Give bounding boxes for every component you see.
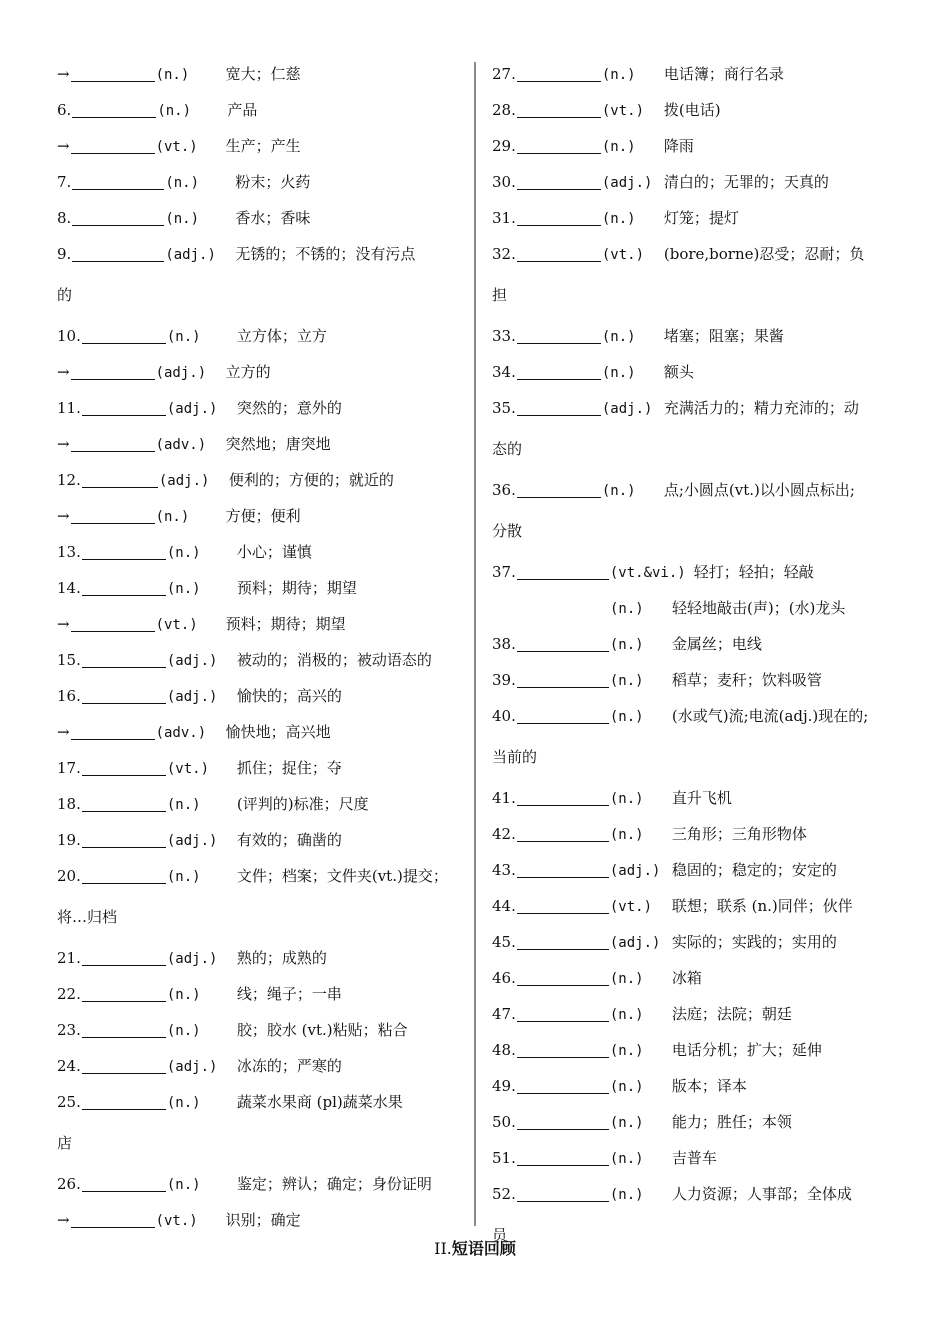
part-of-speech: (n.) <box>601 139 636 155</box>
vocab-entry <box>492 626 902 662</box>
answer-blank[interactable] <box>82 541 166 560</box>
answer-blank[interactable] <box>517 1111 609 1130</box>
entry-number: → <box>57 615 70 633</box>
part-of-speech: (n.) <box>155 67 190 83</box>
definition: 降雨 <box>663 137 694 155</box>
answer-blank[interactable] <box>517 1003 609 1022</box>
definition: 识别；确定 <box>225 1211 301 1229</box>
definition: 鉴定；辨认；确定；身份证明 <box>236 1175 432 1193</box>
entry-number: 24. <box>57 1057 81 1075</box>
answer-blank[interactable] <box>517 967 609 986</box>
vocab-entry <box>492 816 902 852</box>
part-of-speech: (vt.) <box>609 899 653 915</box>
entry-number: 37. <box>492 563 516 581</box>
part-of-speech: (n.) <box>609 673 644 689</box>
definition: 便利的；方便的；就近的 <box>228 471 394 489</box>
answer-blank[interactable] <box>517 135 601 154</box>
definition-continuation: 的 <box>57 286 73 304</box>
vocab-entry <box>57 786 462 822</box>
vocab-entry <box>57 1084 462 1125</box>
answer-blank[interactable] <box>517 99 601 118</box>
part-of-speech: (n.) <box>165 211 200 227</box>
answer-blank[interactable] <box>72 207 164 226</box>
definition: 金属丝；电线 <box>671 635 762 653</box>
part-of-speech: (vt.) <box>155 617 198 633</box>
vocab-entry <box>57 200 462 236</box>
part-of-speech: (vt.) <box>601 247 645 263</box>
part-of-speech: (n.) <box>166 987 201 1003</box>
part-of-speech: (adj.) <box>155 365 207 381</box>
vocab-entry <box>57 354 462 390</box>
entry-number: 7. <box>57 173 72 191</box>
definition: 充满活力的；精力充沛的；动 <box>663 399 859 417</box>
part-of-speech: (adj.) <box>165 247 216 263</box>
answer-blank[interactable] <box>82 1173 166 1192</box>
part-of-speech: (adv.) <box>155 725 207 741</box>
part-of-speech: (n.) <box>609 827 644 843</box>
entry-number: 39. <box>492 671 516 689</box>
answer-blank[interactable] <box>517 561 609 580</box>
part-of-speech: (n.) <box>609 1007 644 1023</box>
entry-number: 51. <box>492 1149 516 1167</box>
definition: 无锈的；不锈的；没有污点 <box>235 245 416 263</box>
answer-blank[interactable] <box>72 243 164 262</box>
answer-blank[interactable] <box>71 433 155 452</box>
entry-number: 31. <box>492 209 516 227</box>
vocab-entry <box>492 888 902 924</box>
part-of-speech: (n.) <box>166 329 201 345</box>
definition: 联想；联系 (n.)同伴；伙伴 <box>671 897 853 915</box>
vocab-entry <box>57 642 462 678</box>
vocab-entry <box>57 92 462 128</box>
part-of-speech: (n.) <box>601 365 636 381</box>
part-of-speech: (adj.) <box>601 175 653 191</box>
part-of-speech: (vt.) <box>155 139 198 155</box>
part-of-speech: (vt.) <box>155 1213 198 1229</box>
definition: 灯笼；提灯 <box>663 209 739 227</box>
definition: 电话分机；扩大；延伸 <box>671 1041 822 1059</box>
answer-blank[interactable] <box>82 649 166 668</box>
vocab-entry <box>57 750 462 786</box>
definition: 轻打；轻拍；轻敲 <box>693 563 814 581</box>
part-of-speech: (n.) <box>166 581 201 597</box>
definition: 直升飞机 <box>671 789 732 807</box>
part-of-speech: (n.) <box>157 103 192 119</box>
entry-number: → <box>57 65 70 83</box>
definition-continuation: 分散 <box>492 522 523 540</box>
entry-number: 12. <box>57 471 81 489</box>
vocab-entry <box>492 1140 902 1176</box>
vocab-entry <box>492 128 902 164</box>
vocab-entry <box>57 1012 462 1048</box>
vocab-entry <box>492 390 902 431</box>
answer-blank[interactable] <box>71 1209 155 1228</box>
entry-number: 25. <box>57 1093 81 1111</box>
definition: 三角形；三角形物体 <box>671 825 807 843</box>
definition: 突然的；意外的 <box>236 399 342 417</box>
part-of-speech: (n.) <box>601 67 636 83</box>
vocab-entry <box>492 780 902 816</box>
entry-number: → <box>57 137 70 155</box>
part-of-speech: (n.) <box>609 971 644 987</box>
definition: 愉快地；高兴地 <box>225 723 331 741</box>
vocab-entry <box>57 976 462 1012</box>
entry-number: 17. <box>57 759 81 777</box>
vocab-entry <box>57 318 462 354</box>
vocab-entry <box>57 714 462 750</box>
part-of-speech: (n.) <box>609 637 644 653</box>
answer-blank[interactable] <box>71 135 155 154</box>
part-of-speech: (adj.) <box>166 689 218 705</box>
entry-number: 27. <box>492 65 516 83</box>
definition: 粉末；火药 <box>235 173 311 191</box>
answer-blank[interactable] <box>82 983 166 1002</box>
answer-blank[interactable] <box>517 705 609 724</box>
vocab-entry <box>57 462 462 498</box>
entry-number: 38. <box>492 635 516 653</box>
definition: 小心；谨慎 <box>236 543 312 561</box>
definition: 立方的 <box>225 363 271 381</box>
part-of-speech: (vt.&vi.) <box>609 565 686 581</box>
vocab-entry <box>492 590 902 626</box>
entry-number: → <box>57 435 70 453</box>
vocab-entry <box>57 236 462 277</box>
answer-blank[interactable] <box>82 757 166 776</box>
definition: 清白的；无罪的；天真的 <box>663 173 829 191</box>
vocab-entry <box>492 960 902 996</box>
part-of-speech: (adj.) <box>166 833 218 849</box>
answer-blank[interactable] <box>517 63 601 82</box>
vocab-entry <box>492 554 902 590</box>
continuation-line <box>57 277 462 318</box>
entry-number: 34. <box>492 363 516 381</box>
answer-blank[interactable] <box>517 171 601 190</box>
vocab-entry <box>492 236 902 277</box>
part-of-speech: (n.) <box>601 211 636 227</box>
vocab-entry <box>492 662 902 698</box>
part-of-speech: (n.) <box>601 483 636 499</box>
definition: 蔬菜水果商 (pl)蔬菜水果 <box>236 1093 403 1111</box>
answer-blank[interactable] <box>517 823 609 842</box>
definition: 电话簿；商行名录 <box>663 65 784 83</box>
right-column <box>492 56 902 1258</box>
answer-blank[interactable] <box>82 1055 166 1074</box>
continuation-line <box>492 513 902 554</box>
answer-blank[interactable] <box>517 859 609 878</box>
definition: 法庭；法院；朝廷 <box>671 1005 792 1023</box>
vocab-entry <box>57 1048 462 1084</box>
part-of-speech: (n.) <box>166 545 201 561</box>
part-of-speech: (adv.) <box>155 437 207 453</box>
vocab-entry <box>492 1068 902 1104</box>
entry-number: 6. <box>57 101 72 119</box>
entry-number: 33. <box>492 327 516 345</box>
continuation-line <box>492 431 902 472</box>
part-of-speech: (adj.) <box>166 951 218 967</box>
part-of-speech: (n.) <box>609 1187 644 1203</box>
part-of-speech: (n.) <box>166 1095 201 1111</box>
definition: 香水；香味 <box>235 209 311 227</box>
answer-blank[interactable] <box>517 633 609 652</box>
vocab-entry <box>492 1176 902 1217</box>
part-of-speech: (adj.) <box>166 1059 218 1075</box>
answer-blank[interactable] <box>517 207 601 226</box>
vocab-entry <box>57 606 462 642</box>
column-divider <box>474 62 476 1226</box>
answer-blank[interactable] <box>517 669 609 688</box>
entry-number: 41. <box>492 789 516 807</box>
definition: (水或气)流;电流(adj.)现在的; <box>671 707 869 725</box>
entry-number: 19. <box>57 831 81 849</box>
entry-number: 40. <box>492 707 516 725</box>
answer-blank[interactable] <box>82 793 166 812</box>
definition: 冰冻的；严寒的 <box>236 1057 342 1075</box>
answer-blank[interactable] <box>517 1075 609 1094</box>
definition: 点;小圆点(vt.)以小圆点标出; <box>663 481 855 499</box>
definition: 轻轻地敲击(声)；(水)龙头 <box>672 599 846 617</box>
answer-blank[interactable] <box>82 397 166 416</box>
vocab-entry <box>492 318 902 354</box>
answer-blank[interactable] <box>517 479 601 498</box>
part-of-speech: (n.) <box>155 509 190 525</box>
answer-blank[interactable] <box>82 577 166 596</box>
entry-number: 9. <box>57 245 72 263</box>
definition-continuation: 将…归档 <box>57 908 118 926</box>
answer-blank[interactable] <box>82 1091 166 1110</box>
answer-blank[interactable] <box>517 397 601 416</box>
entry-number: 49. <box>492 1077 516 1095</box>
part-of-speech: (n.) <box>609 1043 644 1059</box>
definition: 被动的；消极的；被动语态的 <box>236 651 432 669</box>
entry-number: 30. <box>492 173 516 191</box>
part-of-speech: (n.) <box>166 869 201 885</box>
vocab-entry <box>57 1202 462 1238</box>
definition: 预料；期待；期望 <box>236 579 357 597</box>
definition-continuation: 担 <box>492 286 508 304</box>
definition: 抓住；捉住；夺 <box>236 759 342 777</box>
answer-blank[interactable] <box>71 505 155 524</box>
definition: 预料；期待；期望 <box>225 615 346 633</box>
vocab-entry <box>57 678 462 714</box>
entry-number: 43. <box>492 861 516 879</box>
answer-blank[interactable] <box>517 325 601 344</box>
entry-number: 11. <box>57 399 81 417</box>
entry-number: 52. <box>492 1185 516 1203</box>
part-of-speech: (n.) <box>609 791 644 807</box>
definition: 愉快的；高兴的 <box>236 687 342 705</box>
entry-number: 50. <box>492 1113 516 1131</box>
entry-number: 42. <box>492 825 516 843</box>
vocab-entry <box>492 56 902 92</box>
continuation-line <box>492 277 902 318</box>
entry-number: 28. <box>492 101 516 119</box>
entry-number: 8. <box>57 209 72 227</box>
answer-blank[interactable] <box>517 1147 609 1166</box>
definition: 线；绳子；一串 <box>236 985 342 1003</box>
answer-blank[interactable] <box>517 1039 609 1058</box>
answer-blank[interactable] <box>82 829 166 848</box>
vocab-entry <box>57 1166 462 1202</box>
definition: 能力；胜任；本领 <box>671 1113 792 1131</box>
definition: 吉普车 <box>671 1149 717 1167</box>
vocab-entry <box>492 1032 902 1068</box>
vocab-entry <box>57 164 462 200</box>
continuation-line <box>57 899 462 940</box>
answer-blank[interactable] <box>517 895 609 914</box>
part-of-speech: (n.) <box>609 709 644 725</box>
part-of-speech: (adj.) <box>158 473 210 489</box>
vocab-entry <box>57 426 462 462</box>
vocab-entry <box>492 996 902 1032</box>
entry-number: 22. <box>57 985 81 1003</box>
answer-blank[interactable] <box>71 613 155 632</box>
entry-number: 10. <box>57 327 81 345</box>
entry-number: 29. <box>492 137 516 155</box>
left-column <box>57 56 462 1238</box>
answer-blank[interactable] <box>517 361 601 380</box>
entry-number: 46. <box>492 969 516 987</box>
answer-blank[interactable] <box>71 721 155 740</box>
vocab-entry <box>492 200 902 236</box>
answer-blank[interactable] <box>72 171 164 190</box>
part-of-speech: (adj.) <box>166 401 218 417</box>
section-title: 短语回顾 <box>451 1239 516 1258</box>
entry-number: 20. <box>57 867 81 885</box>
entry-number: 45. <box>492 933 516 951</box>
definition: 堵塞；阻塞；果酱 <box>663 327 784 345</box>
vocab-entry <box>57 822 462 858</box>
entry-number: 47. <box>492 1005 516 1023</box>
definition: 胶；胶水 (vt.)粘贴；粘合 <box>236 1021 408 1039</box>
entry-number: 32. <box>492 245 516 263</box>
definition: 产品 <box>227 101 258 119</box>
part-of-speech: (vt.) <box>166 761 210 777</box>
section-heading <box>0 1236 950 1259</box>
entry-number: 15. <box>57 651 81 669</box>
entry-number: 48. <box>492 1041 516 1059</box>
vocab-entry <box>57 570 462 606</box>
answer-blank[interactable] <box>517 243 601 262</box>
answer-blank[interactable] <box>71 361 155 380</box>
answer-blank[interactable] <box>82 865 166 884</box>
answer-blank[interactable] <box>72 99 156 118</box>
definition: 拨(电话) <box>663 101 721 119</box>
definition: 突然地；唐突地 <box>225 435 331 453</box>
definition: (bore,borne)忍受；忍耐；负 <box>663 245 865 263</box>
entry-number: → <box>57 723 70 741</box>
part-of-speech: (n.) <box>166 797 201 813</box>
definition: 冰箱 <box>671 969 702 987</box>
definition: 稳固的；稳定的；安定的 <box>671 861 837 879</box>
definition: 实际的；实践的；实用的 <box>671 933 837 951</box>
vocab-entry <box>57 390 462 426</box>
answer-blank[interactable] <box>82 325 166 344</box>
part-of-speech: (n.) <box>610 601 644 617</box>
vocab-entry <box>57 940 462 976</box>
entry-number: 26. <box>57 1175 81 1193</box>
definition: 人力资源；人事部；全体成 <box>671 1185 852 1203</box>
definition-continuation: 当前的 <box>492 748 538 766</box>
answer-blank[interactable] <box>517 787 609 806</box>
entry-number: 35. <box>492 399 516 417</box>
answer-blank[interactable] <box>71 63 155 82</box>
entry-number: 23. <box>57 1021 81 1039</box>
entry-number: 44. <box>492 897 516 915</box>
vocab-entry <box>57 858 462 899</box>
definition: 立方体；立方 <box>236 327 327 345</box>
vocab-entry <box>57 128 462 164</box>
vocab-entry <box>492 164 902 200</box>
vocab-entry <box>492 698 902 739</box>
entry-number: → <box>57 1211 70 1229</box>
vocab-entry <box>492 472 902 513</box>
continuation-line <box>57 1125 462 1166</box>
definition-continuation: 员 <box>492 1226 508 1244</box>
part-of-speech: (adj.) <box>609 863 661 879</box>
answer-blank[interactable] <box>82 947 166 966</box>
answer-blank[interactable] <box>82 685 166 704</box>
entry-number: 16. <box>57 687 81 705</box>
vocab-entry <box>57 56 462 92</box>
answer-blank[interactable] <box>82 1019 166 1038</box>
part-of-speech: (adj.) <box>166 653 218 669</box>
vocab-entry <box>492 354 902 390</box>
definition: 生产；产生 <box>225 137 301 155</box>
entry-number: 36. <box>492 481 516 499</box>
part-of-speech: (n.) <box>166 1177 201 1193</box>
part-of-speech: (n.) <box>609 1079 644 1095</box>
vocab-entry <box>57 498 462 534</box>
vocab-entry <box>492 1104 902 1140</box>
answer-blank[interactable] <box>82 469 158 488</box>
definition: 宽大；仁慈 <box>225 65 301 83</box>
definition-continuation: 店 <box>57 1134 73 1152</box>
entry-number: → <box>57 363 70 381</box>
definition: (评判的)标准；尺度 <box>236 795 369 813</box>
definition: 有效的；确凿的 <box>236 831 342 849</box>
definition: 额头 <box>663 363 694 381</box>
vocab-entry <box>492 852 902 888</box>
definition: 版本；译本 <box>671 1077 747 1095</box>
entry-number: 13. <box>57 543 81 561</box>
definition: 方便；便利 <box>225 507 301 525</box>
part-of-speech: (n.) <box>601 329 636 345</box>
entry-number: 18. <box>57 795 81 813</box>
part-of-speech: (adj.) <box>601 401 653 417</box>
entry-number: 21. <box>57 949 81 967</box>
part-of-speech: (vt.) <box>601 103 645 119</box>
answer-blank[interactable] <box>517 931 609 950</box>
part-of-speech: (n.) <box>609 1115 644 1131</box>
definition: 文件；档案；文件夹(vt.)提交； <box>236 867 448 885</box>
vocab-entry <box>492 92 902 128</box>
entry-number: 14. <box>57 579 81 597</box>
definition: 熟的；成熟的 <box>236 949 327 967</box>
continuation-line <box>492 739 902 780</box>
vocab-entry <box>492 924 902 960</box>
part-of-speech: (n.) <box>609 1151 644 1167</box>
section-number: II. <box>434 1239 452 1258</box>
vocab-entry <box>57 534 462 570</box>
part-of-speech: (n.) <box>166 1023 201 1039</box>
entry-number: → <box>57 507 70 525</box>
definition-continuation: 态的 <box>492 440 523 458</box>
part-of-speech: (n.) <box>165 175 200 191</box>
part-of-speech: (adj.) <box>609 935 661 951</box>
definition: 稻草；麦秆；饮料吸管 <box>671 671 822 689</box>
answer-blank[interactable] <box>517 1183 609 1202</box>
